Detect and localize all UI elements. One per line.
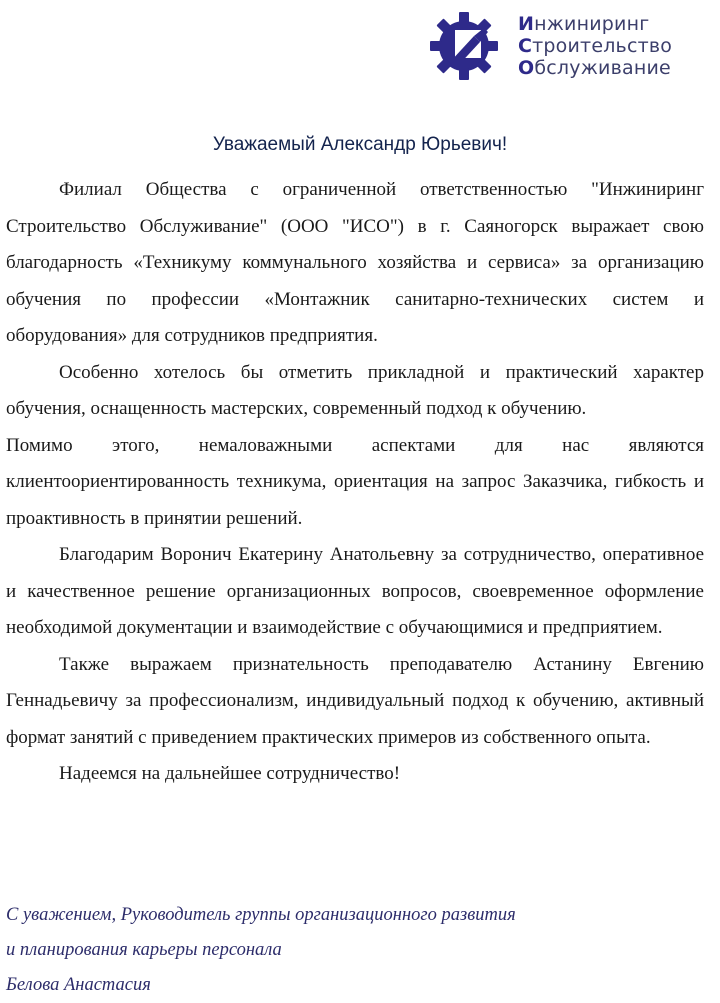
paragraph-thanks-teacher: Также выражаем признательность преподавателю Астанину Евгению Геннадьевичу за профессионализм, индивидуальный подход к обучению, активный формат занятий с приведением практических примеров из собственного опыта. bbox=[6, 653, 704, 748]
paragraph-closing: Надеемся на дальнейшее сотрудничество! bbox=[59, 763, 401, 784]
gear-logo-icon bbox=[428, 10, 500, 82]
logo-wordmark bbox=[518, 13, 672, 79]
paragraph-gratitude: Филиал Общества с ограниченной ответственностью "Инжиниринг Строительство Обслуживание" (ООО "ИСО") в г. Саяногорск выражает свою благодарность «Техникуму коммунального хозяйства и сервиса» за организацию обучения по профессии «Монтажник санитарно-технических систем и оборудования» для сотрудников предприятия. bbox=[6, 179, 704, 346]
paragraph-training-quality: Особенно хотелось бы отметить прикладной и практический характер обучения, оснащенность мастерских, современный подход к обучению. bbox=[6, 361, 704, 419]
company-logo bbox=[428, 8, 698, 84]
greeting-heading: Уважаемый Александр Юрьевич! bbox=[212, 134, 508, 155]
signature-block bbox=[6, 898, 706, 1003]
logo-line-2: Строительство bbox=[518, 35, 673, 57]
paragraph-thanks-coordinator: Благодарим Воронич Екатерину Анатольевну за сотрудничество, оперативное и качественное решение организационных вопросов, своевременное оформление необходимой документации и взаимодействие с обучающимися и предприятием. bbox=[6, 544, 704, 638]
signature-name: Белова Анастасия bbox=[6, 975, 151, 995]
signature-title-line-2: и планирования карьеры персонала bbox=[6, 940, 282, 960]
signature-title-line-1: С уважением, Руководитель группы организационного развития bbox=[6, 905, 516, 925]
letter-body bbox=[6, 172, 704, 793]
paragraph-client-focus: Помимо этого, немаловажными аспектами для нас являются клиентоориентированность техникума, ориентация на запрос Заказчика, гибкость и проактивность в принятии решений. bbox=[6, 434, 704, 529]
logo-line-3: Обслуживание bbox=[518, 57, 671, 79]
logo-line-1: Инжиниринг bbox=[518, 13, 650, 35]
